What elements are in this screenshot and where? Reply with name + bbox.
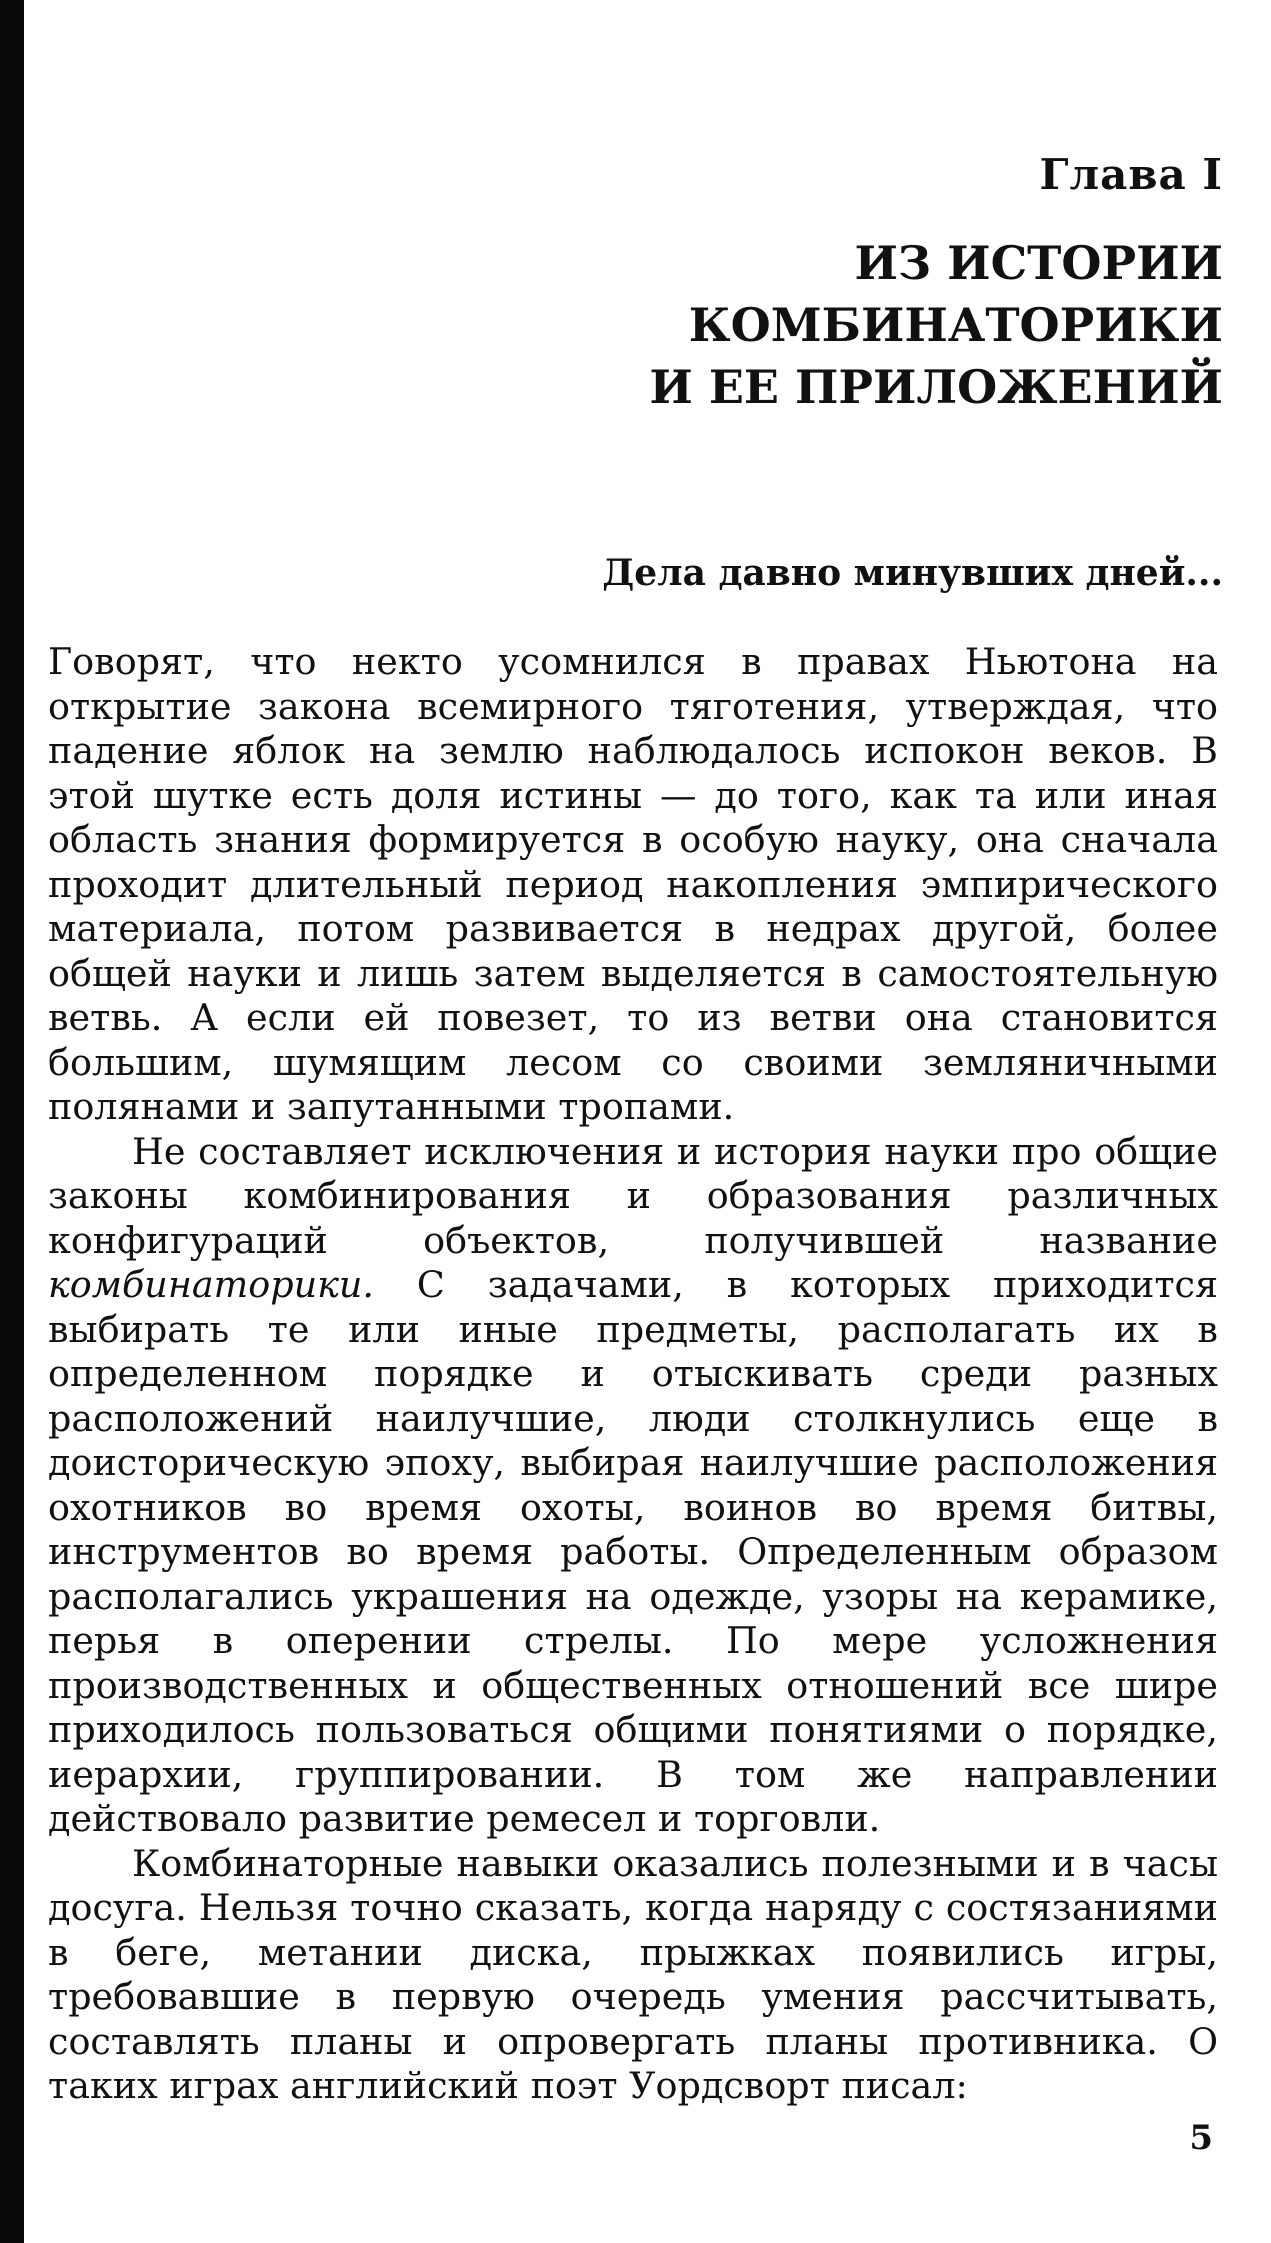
paragraph-1: Говорят, что некто усомнился в правах Ньютона на открытие закона всемирного тяготения, утверждая, что падение яблок на землю наблюдалось испокон веков. В этой шутке есть доля истины — до того, как та или иная область знания формируется в особую науку, она сначала проходит длительный период накопления эмпирического материала, потом развивается в недрах другой, более общей науки и лишь затем выделяется в самостоятельную ветвь. А если ей повезет, то из ветви она становится большим, шумящим лесом со своими земляничными полянами и запутанными тропами.: [48, 640, 1218, 1128]
chapter-title-line-1: ИЗ ИСТОРИИ КОМБИНАТОРИКИ: [688, 236, 1223, 352]
chapter-label: Глава I: [1039, 150, 1223, 199]
chapter-title-line-2: И ЕЕ ПРИЛОЖЕНИЙ: [649, 360, 1223, 414]
page-number: 5: [1189, 2118, 1213, 2158]
paragraph-2: [48, 1130, 1218, 1842]
paragraph-2-rest: С задачами, в которых приходится выбирать те или иные предметы, располагать их в определенном порядке и отыскивать среди разных расположений наилучшие, люди столкнулись еще в доисторическую эпоху, выбирая наилучшие расположения охотников во время охоты, воинов во время битвы, инструментов во время работы. Определенным образом располагались украшения на одежде, узоры на керамике, перья в оперении стрелы. По мере усложнения производственных и общественных отношений все шире приходилось пользоваться общими понятиями о порядке, иерархии, группировании. В том же направлении действовало развитие ремесел и торговли.: [48, 1263, 1218, 1840]
emphasized-term: комбинаторики.: [48, 1263, 374, 1306]
chapter-title: [323, 232, 1223, 418]
paragraph-3: Комбинаторные навыки оказались полезными и в часы досуга. Нельзя точно сказать, когда наряду с состязаниями в беге, метании диска, прыжках появились игры, требовавшие в первую очередь умения рассчитывать, составлять планы и опровергать планы противника. О таких играх английский поэт Уордсворт писал:: [48, 1841, 1218, 2107]
page-binding-edge: [0, 0, 24, 2243]
epigraph: Дела давно минувших дней...: [602, 552, 1223, 594]
body-text: [48, 640, 1218, 2109]
paragraph-2-start: Не составляет исключения и история науки про общие законы комбинирования и образования различных конфигураций объектов, получившей название: [48, 1129, 1218, 1262]
